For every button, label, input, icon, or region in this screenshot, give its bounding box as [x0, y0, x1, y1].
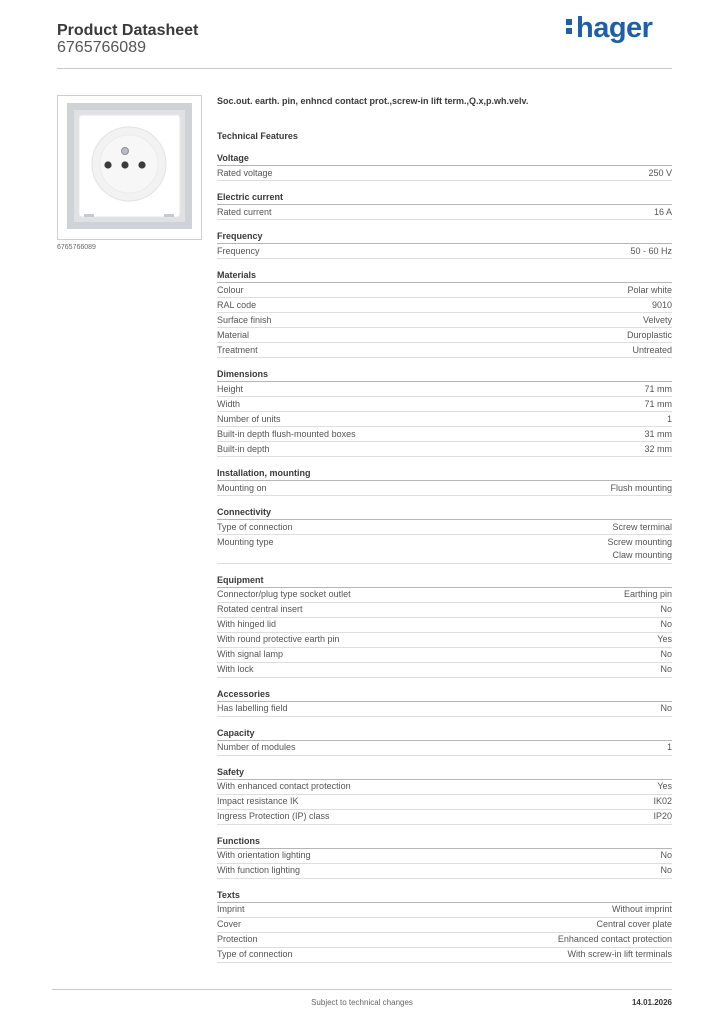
spec-value: 1: [666, 742, 672, 752]
spec-label: Height: [217, 383, 244, 394]
spec-value: Earthing pin: [623, 589, 672, 599]
product-description: Soc.out. earth. pin, enhncd contact prot.,screw-in lift term.,Q.x,p.wh.velv.: [217, 96, 529, 106]
spec-value: Yes: [657, 781, 672, 791]
spec-label: With hinged lid: [217, 619, 277, 629]
spec-row: [217, 648, 672, 663]
spec-value: No: [660, 865, 672, 875]
spec-row: [217, 442, 672, 457]
spec-row: [217, 618, 672, 633]
spec-value: 31 mm: [644, 428, 672, 439]
spec-row: [217, 603, 672, 618]
section-title: Equipment: [217, 573, 672, 588]
header-divider: [57, 68, 672, 69]
spec-value: 71 mm: [644, 383, 672, 394]
spec-label: Ingress Protection (IP) class: [217, 811, 330, 821]
spec-table: [217, 151, 672, 972]
section-title: Voltage: [217, 151, 672, 166]
spec-section: [217, 726, 672, 756]
spec-section: [217, 687, 672, 717]
spec-value: Yes: [657, 634, 672, 644]
spec-value: Polar white: [627, 284, 672, 295]
spec-row: [217, 412, 672, 427]
spec-value: Without imprint: [611, 904, 672, 914]
spec-label: Rated voltage: [217, 167, 273, 178]
section-title: Connectivity: [217, 505, 672, 520]
spec-row: [217, 520, 672, 535]
spec-row: [217, 481, 672, 496]
spec-value: IP20: [653, 811, 672, 821]
spec-value: Screw terminal: [612, 521, 672, 532]
spec-value: 9010: [651, 299, 672, 310]
section-title: Capacity: [217, 726, 672, 741]
spec-label: With enhanced contact protection: [217, 781, 351, 791]
spec-value: No: [660, 619, 672, 629]
spec-section: [217, 151, 672, 181]
spec-label: RAL code: [217, 299, 257, 310]
spec-label: Rotated central insert: [217, 604, 303, 614]
spec-value: Velvety: [642, 314, 672, 325]
spec-label: Connector/plug type socket outlet: [217, 589, 351, 599]
spec-label: Material: [217, 329, 250, 340]
section-title: Frequency: [217, 229, 672, 244]
spec-label: Mounting type: [217, 536, 274, 547]
spec-value: Duroplastic: [626, 329, 672, 340]
spec-label: With lock: [217, 664, 254, 674]
spec-section: [217, 367, 672, 457]
spec-value: Screw mounting Claw mounting: [607, 536, 672, 560]
spec-row: [217, 903, 672, 918]
spec-section: [217, 466, 672, 496]
section-title: Safety: [217, 765, 672, 780]
spec-label: Rated current: [217, 206, 272, 217]
spec-section: [217, 573, 672, 678]
spec-row: [217, 795, 672, 810]
spec-row: [217, 588, 672, 603]
section-title: Electric current: [217, 190, 672, 205]
spec-section: [217, 229, 672, 259]
spec-value: No: [660, 604, 672, 614]
spec-row: [217, 298, 672, 313]
spec-row: [217, 918, 672, 933]
spec-row: [217, 205, 672, 220]
spec-value: No: [660, 649, 672, 659]
spec-row: [217, 382, 672, 397]
spec-label: Number of units: [217, 413, 281, 424]
spec-label: Mounting on: [217, 482, 267, 493]
spec-row: [217, 780, 672, 795]
spec-label: Built-in depth: [217, 443, 270, 454]
spec-label: Imprint: [217, 904, 245, 914]
logo-text: hager: [576, 12, 653, 44]
product-image: [57, 95, 202, 240]
spec-row: [217, 343, 672, 358]
spec-value: Flush mounting: [610, 482, 672, 493]
product-number: 6765766089: [57, 39, 146, 56]
footer-date: 14.01.2026: [631, 998, 672, 1007]
spec-row: [217, 948, 672, 963]
spec-value: 32 mm: [644, 443, 672, 454]
spec-row: [217, 283, 672, 298]
logo-colon-icon: [566, 16, 572, 37]
spec-label: Width: [217, 398, 241, 409]
socket-outlet-icon: [58, 96, 201, 239]
spec-row: [217, 313, 672, 328]
spec-label: Frequency: [217, 245, 260, 256]
spec-row: [217, 810, 672, 825]
spec-value: 1: [666, 413, 672, 424]
spec-label: With function lighting: [217, 865, 301, 875]
spec-label: Type of connection: [217, 521, 293, 532]
spec-row: [217, 166, 672, 181]
spec-value: With screw-in lift terminals: [567, 949, 672, 959]
spec-value: Untreated: [632, 344, 672, 355]
technical-features-heading: Technical Features: [217, 131, 298, 141]
section-title: Materials: [217, 268, 672, 283]
spec-label: Has labelling field: [217, 703, 288, 713]
spec-row: [217, 741, 672, 756]
spec-section: [217, 834, 672, 879]
spec-label: With orientation lighting: [217, 850, 311, 860]
spec-section: [217, 190, 672, 220]
spec-label: With round protective earth pin: [217, 634, 340, 644]
spec-label: Impact resistance IK: [217, 796, 299, 806]
section-title: Installation, mounting: [217, 466, 672, 481]
spec-value: No: [660, 850, 672, 860]
section-title: Dimensions: [217, 367, 672, 382]
spec-label: Protection: [217, 934, 258, 944]
spec-section: [217, 765, 672, 825]
spec-value: No: [660, 664, 672, 674]
spec-value: 50 - 60 Hz: [630, 245, 672, 256]
spec-value: 16 A: [653, 206, 672, 217]
spec-row: [217, 849, 672, 864]
spec-value: Enhanced contact protection: [557, 934, 672, 944]
spec-row: [217, 427, 672, 442]
spec-value: IK02: [653, 796, 672, 806]
spec-section: [217, 888, 672, 963]
spec-row: [217, 864, 672, 879]
spec-label: Treatment: [217, 344, 258, 355]
spec-row: [217, 702, 672, 717]
spec-label: Number of modules: [217, 742, 296, 752]
footer-divider: [52, 989, 672, 990]
section-title: Accessories: [217, 687, 672, 702]
page-title: Product Datasheet: [57, 22, 199, 39]
spec-section: [217, 505, 672, 564]
spec-value: No: [660, 703, 672, 713]
footer-note: Subject to technical changes: [311, 998, 413, 1007]
hager-logo: [566, 12, 652, 45]
section-title: Texts: [217, 888, 672, 903]
spec-row: [217, 244, 672, 259]
spec-row: [217, 535, 672, 564]
section-title: Functions: [217, 834, 672, 849]
spec-row: [217, 397, 672, 412]
spec-label: With signal lamp: [217, 649, 284, 659]
spec-value: 71 mm: [644, 398, 672, 409]
spec-label: Type of connection: [217, 949, 293, 959]
spec-label: Built-in depth flush-mounted boxes: [217, 428, 356, 439]
spec-label: Surface finish: [217, 314, 272, 325]
product-image-caption: 6765766089: [57, 244, 96, 251]
spec-value: 250 V: [648, 167, 672, 178]
spec-section: [217, 268, 672, 358]
spec-label: Cover: [217, 919, 242, 929]
spec-row: [217, 933, 672, 948]
spec-row: [217, 633, 672, 648]
spec-row: [217, 663, 672, 678]
spec-label: Colour: [217, 284, 244, 295]
spec-row: [217, 328, 672, 343]
spec-value: Central cover plate: [596, 919, 672, 929]
